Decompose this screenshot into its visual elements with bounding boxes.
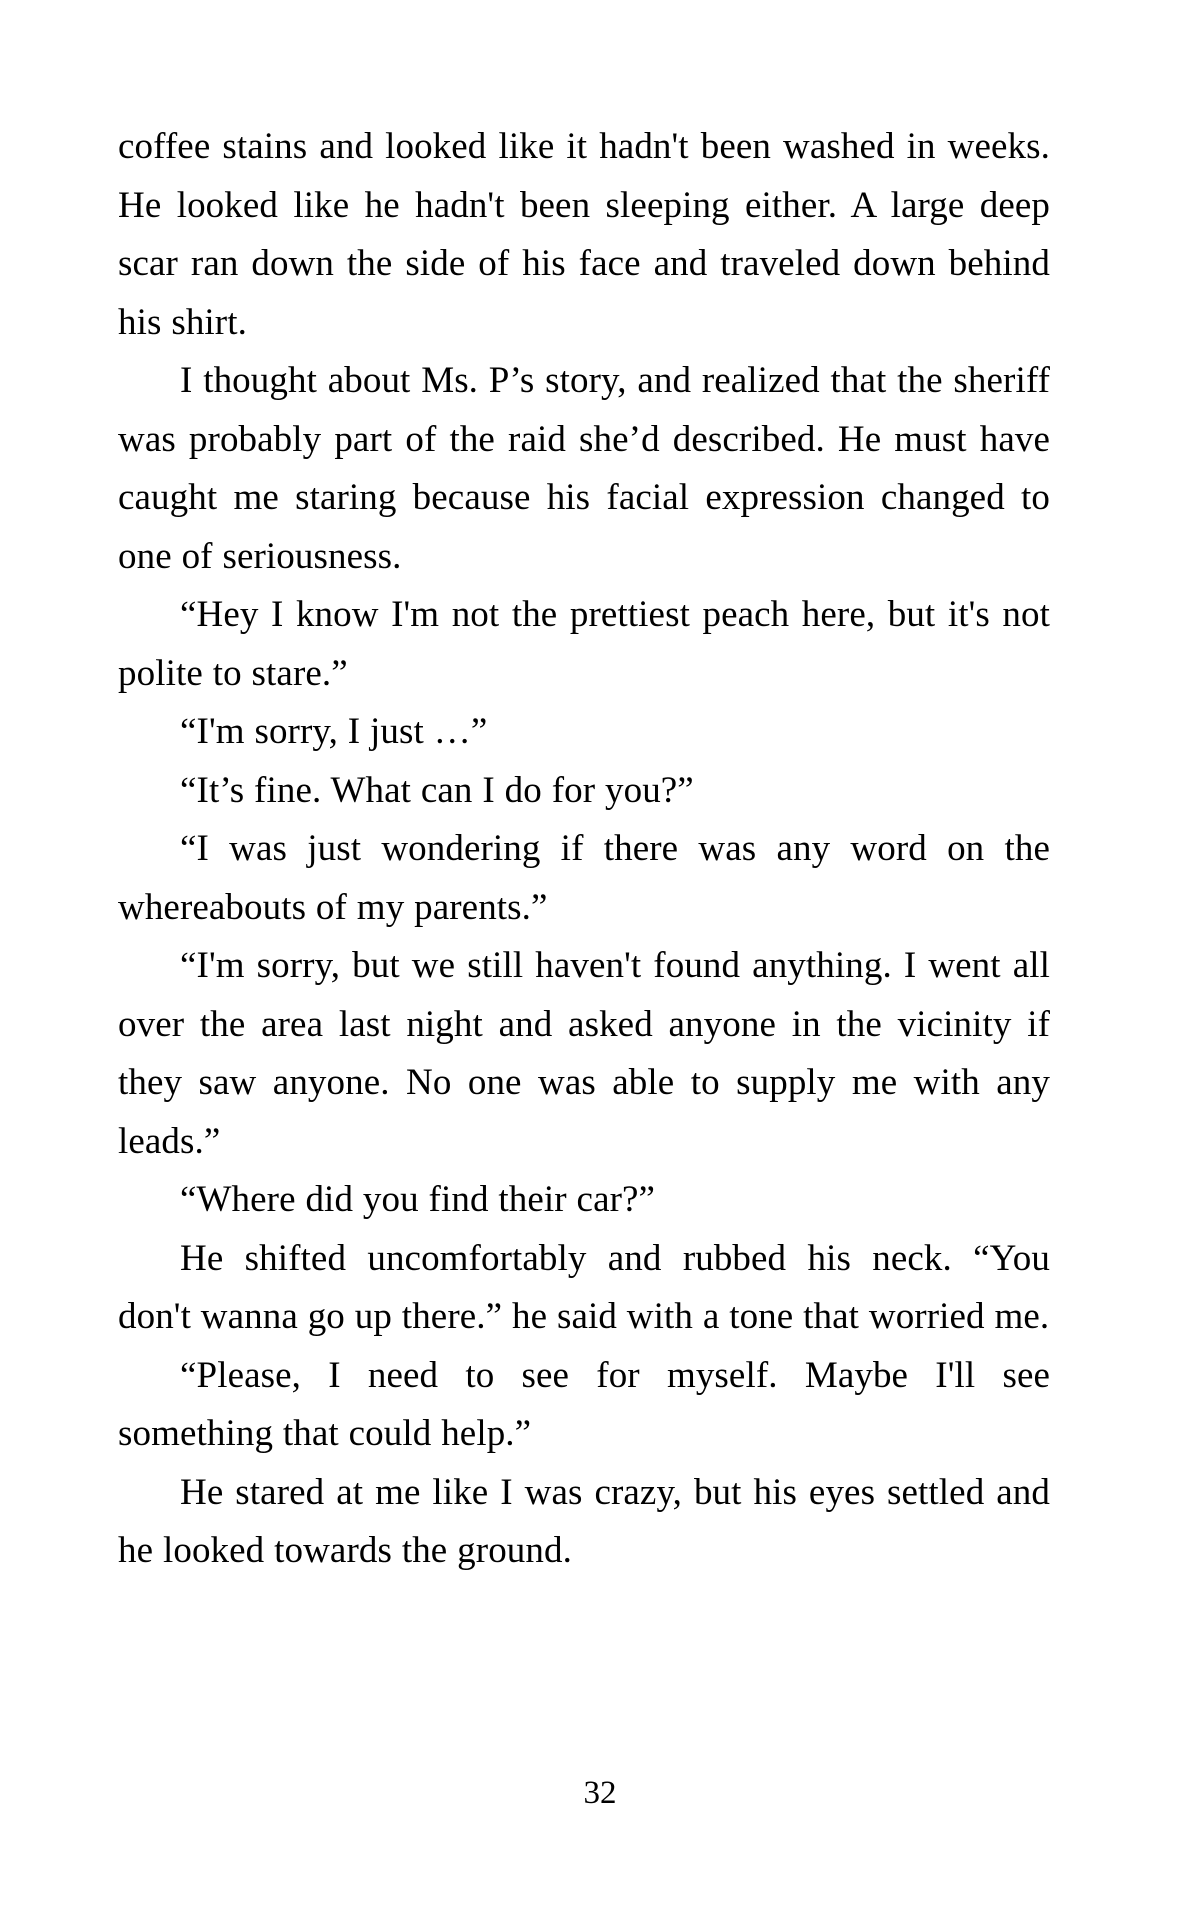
paragraph: coffee stains and looked like it hadn't been washed in weeks. He looked like he hadn't been sleeping either. A large deep scar ran down the side of his face and traveled down behind his shirt. (118, 126, 1050, 343)
page-number: 32 (583, 1775, 617, 1811)
paragraph: “Where did you find their car?” (180, 1179, 656, 1220)
paragraph: He stared at me like I was crazy, but his eyes settled and he looked towards the ground. (118, 1471, 1050, 1571)
paragraph: “Hey I know I'm not the prettiest peach here, but it's not polite to stare.” (118, 594, 1050, 694)
paragraph: “Please, I need to see for myself. Maybe I'll see something that could help.” (118, 1354, 1050, 1454)
paragraph: “I was just wondering if there was any word on the whereabouts of my parents.” (118, 828, 1050, 928)
paragraph: “I'm sorry, I just …” (180, 711, 488, 752)
paragraph: “It’s fine. What can I do for you?” (180, 769, 694, 811)
paragraph: I thought about Ms. P’s story, and realized that the sheriff was probably part of the raid she’d described. He must have caught me staring because his facial expression changed to one of seriousness. (118, 360, 1050, 577)
paragraph: He shifted uncomfortably and rubbed his neck. “You don't wanna go up there.” he said with a tone that worried me. (118, 1237, 1050, 1337)
page-body (118, 118, 1050, 1581)
paragraph: “I'm sorry, but we still haven't found anything. I went all over the area last night and asked anyone in the vicinity if they saw anyone. No one was able to supply me with any leads.” (118, 945, 1050, 1162)
